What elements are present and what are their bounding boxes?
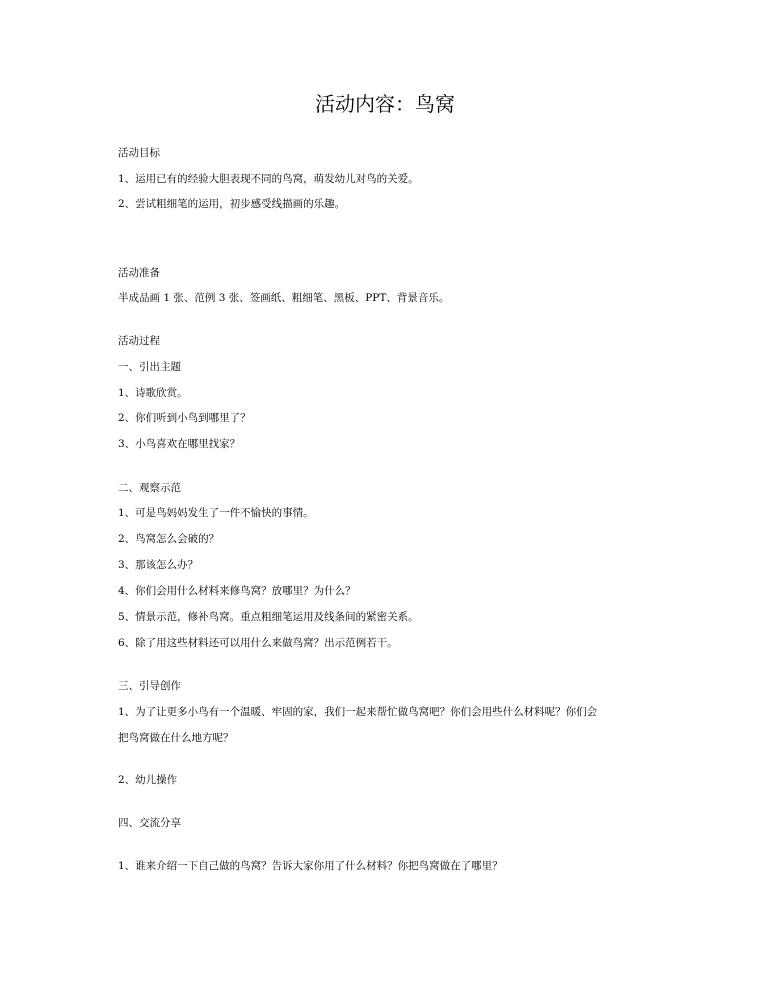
section-3-heading: 三、引导创作	[118, 680, 181, 692]
goal-item-2: 2、尝试粗细笔的运用，初步感受线描画的乐趣。	[118, 198, 346, 210]
section-4-heading: 四、交流分享	[118, 817, 181, 829]
goal-item-1: 1、运用已有的经验大胆表现不同的鸟窝，萌发幼儿对鸟的关爱。	[118, 173, 419, 185]
prep-heading: 活动准备	[118, 267, 160, 279]
section-2-item-6: 6、除了用这些材料还可以用什么来做鸟窝？出示范例若干。	[118, 637, 398, 649]
section-2-item-3: 3、那该怎么办？	[118, 559, 199, 571]
section-1-item-3: 3、小鸟喜欢在哪里找家？	[118, 438, 241, 450]
section-2-heading: 二、观察示范	[118, 482, 181, 494]
section-2-item-2: 2、鸟窝怎么会破的？	[118, 533, 220, 545]
section-3-item-1-cont: 把鸟窝做在什么地方呢？	[118, 732, 234, 744]
prep-text: 半成品画 1 张、范例 3 张、签画纸、粗细笔、黑板、PPT、背景音乐。	[118, 292, 450, 304]
section-2-item-1: 1、可是鸟妈妈发生了一件不愉快的事情。	[118, 507, 314, 519]
section-1-heading: 一、引出主题	[118, 361, 181, 373]
document-title: 活动内容：鸟窝	[315, 92, 455, 116]
section-2-item-4: 4、你们会用什么材料来修鸟窝？放哪里？为什么？	[118, 585, 356, 597]
section-1-item-1: 1、诗歌欣赏。	[118, 387, 188, 399]
section-1-item-2: 2、你们听到小鸟到哪里了？	[118, 412, 251, 424]
section-3-item-1: 1、为了让更多小鸟有一个温暖、牢固的家，我们一起来帮忙做鸟窝吧？你们会用些什么材料呢？你们会	[118, 706, 598, 718]
process-heading: 活动过程	[118, 335, 160, 347]
section-4-item-1: 1、谁来介绍一下自己做的鸟窝？告诉大家你用了什么材料？你把鸟窝做在了哪里？	[118, 860, 503, 872]
section-3-item-2: 2、幼儿操作	[118, 774, 178, 786]
section-2-item-5: 5、情景示范，修补鸟窝。重点粗细笔运用及线条间的紧密关系。	[118, 611, 419, 623]
goals-heading: 活动目标	[118, 147, 160, 159]
